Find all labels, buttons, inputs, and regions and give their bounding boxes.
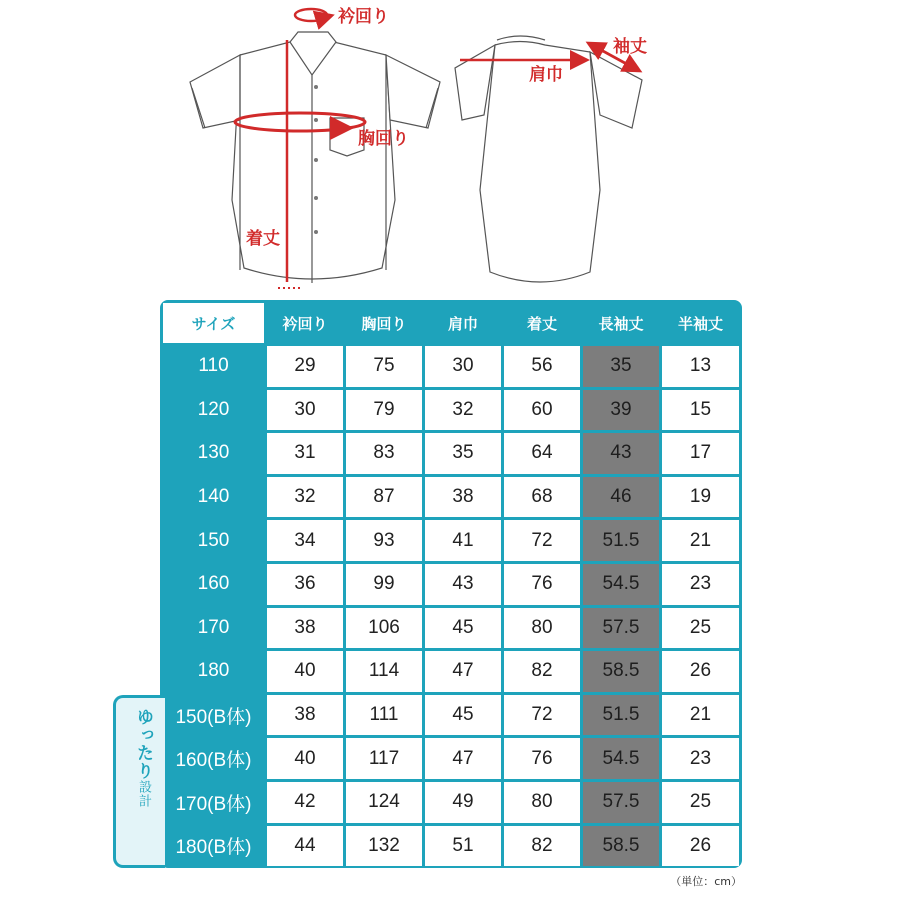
value-cell: 72 [504, 695, 580, 736]
label-collar: 衿回り [338, 7, 389, 27]
size-cell: 150 [163, 520, 264, 561]
value-cell: 117 [346, 738, 422, 779]
value-cell: 35 [425, 433, 501, 474]
size-cell: 120 [163, 390, 264, 431]
value-cell: 38 [267, 608, 343, 649]
value-cell: 44 [267, 826, 343, 867]
value-cell: 42 [267, 782, 343, 823]
value-cell: 75 [346, 346, 422, 387]
size-cell: 170 [163, 608, 264, 649]
table-row [163, 738, 739, 779]
value-cell: 34 [267, 520, 343, 561]
value-cell: 124 [346, 782, 422, 823]
value-cell: 80 [504, 608, 580, 649]
size-cell: 150(B体) [163, 695, 264, 736]
size-cell: 110 [163, 346, 264, 387]
value-cell: 43 [583, 433, 659, 474]
value-cell: 25 [662, 782, 739, 823]
table-row [163, 608, 739, 649]
header-short-sleeve: 半袖丈 [662, 303, 739, 343]
value-cell: 64 [504, 433, 580, 474]
value-cell: 68 [504, 477, 580, 518]
value-cell: 30 [425, 346, 501, 387]
value-cell: 47 [425, 738, 501, 779]
label-shoulder: 肩巾 [529, 65, 563, 85]
table-row [163, 390, 739, 431]
value-cell: 60 [504, 390, 580, 431]
value-cell: 43 [425, 564, 501, 605]
shirt-front [190, 32, 440, 283]
value-cell: 31 [267, 433, 343, 474]
relaxed-fit-label [118, 708, 156, 808]
value-cell: 36 [267, 564, 343, 605]
value-cell: 93 [346, 520, 422, 561]
size-cell: 180 [163, 651, 264, 692]
value-cell: 54.5 [583, 738, 659, 779]
value-cell: 13 [662, 346, 739, 387]
table-row [163, 346, 739, 387]
header-shoulder: 肩巾 [425, 303, 501, 343]
value-cell: 47 [425, 651, 501, 692]
header-size: サイズ [163, 303, 264, 343]
value-cell: 132 [346, 826, 422, 867]
size-table [160, 300, 742, 869]
header-length: 着丈 [504, 303, 580, 343]
value-cell: 51.5 [583, 695, 659, 736]
table-header-row [163, 303, 739, 343]
value-cell: 72 [504, 520, 580, 561]
table-row [163, 695, 739, 736]
value-cell: 35 [583, 346, 659, 387]
value-cell: 17 [662, 433, 739, 474]
size-cell: 180(B体) [163, 826, 264, 867]
value-cell: 41 [425, 520, 501, 561]
value-cell: 19 [662, 477, 739, 518]
value-cell: 56 [504, 346, 580, 387]
value-cell: 51 [425, 826, 501, 867]
value-cell: 76 [504, 564, 580, 605]
value-cell: 82 [504, 826, 580, 867]
relaxed-fit-main: ゆったり [133, 708, 153, 780]
value-cell: 57.5 [583, 782, 659, 823]
size-cell: 170(B体) [163, 782, 264, 823]
value-cell: 51.5 [583, 520, 659, 561]
value-cell: 40 [267, 738, 343, 779]
value-cell: 58.5 [583, 651, 659, 692]
value-cell: 82 [504, 651, 580, 692]
table-row [163, 520, 739, 561]
table-row [163, 651, 739, 692]
header-chest: 胸回り [346, 303, 422, 343]
value-cell: 80 [504, 782, 580, 823]
value-cell: 26 [662, 826, 739, 867]
value-cell: 76 [504, 738, 580, 779]
size-cell: 160(B体) [163, 738, 264, 779]
table-row [163, 477, 739, 518]
header-collar: 衿回り [267, 303, 343, 343]
size-cell: 130 [163, 433, 264, 474]
value-cell: 21 [662, 695, 739, 736]
size-cell: 160 [163, 564, 264, 605]
value-cell: 25 [662, 608, 739, 649]
shirt-illustration [0, 0, 900, 300]
value-cell: 38 [267, 695, 343, 736]
value-cell: 30 [267, 390, 343, 431]
value-cell: 45 [425, 695, 501, 736]
value-cell: 15 [662, 390, 739, 431]
value-cell: 57.5 [583, 608, 659, 649]
value-cell: 49 [425, 782, 501, 823]
measure-collar [295, 9, 330, 21]
label-chest: 胸回り [358, 129, 409, 149]
value-cell: 99 [346, 564, 422, 605]
table-row [163, 564, 739, 605]
value-cell: 38 [425, 477, 501, 518]
relaxed-fit-sub: 設計 [136, 780, 151, 808]
value-cell: 46 [583, 477, 659, 518]
value-cell: 40 [267, 651, 343, 692]
size-cell: 140 [163, 477, 264, 518]
value-cell: 83 [346, 433, 422, 474]
table-row [163, 826, 739, 867]
value-cell: 87 [346, 477, 422, 518]
value-cell: 26 [662, 651, 739, 692]
value-cell: 54.5 [583, 564, 659, 605]
table-row [163, 782, 739, 823]
value-cell: 23 [662, 564, 739, 605]
value-cell: 79 [346, 390, 422, 431]
value-cell: 39 [583, 390, 659, 431]
value-cell: 45 [425, 608, 501, 649]
value-cell: 106 [346, 608, 422, 649]
value-cell: 21 [662, 520, 739, 561]
label-length: 着丈 [246, 229, 280, 249]
header-long-sleeve: 長袖丈 [583, 303, 659, 343]
value-cell: 58.5 [583, 826, 659, 867]
value-cell: 114 [346, 651, 422, 692]
label-sleeve: 袖丈 [613, 37, 647, 57]
value-cell: 29 [267, 346, 343, 387]
value-cell: 111 [346, 695, 422, 736]
table-row [163, 433, 739, 474]
value-cell: 32 [267, 477, 343, 518]
value-cell: 32 [425, 390, 501, 431]
unit-note: （単位：cm） [670, 875, 742, 888]
value-cell: 23 [662, 738, 739, 779]
